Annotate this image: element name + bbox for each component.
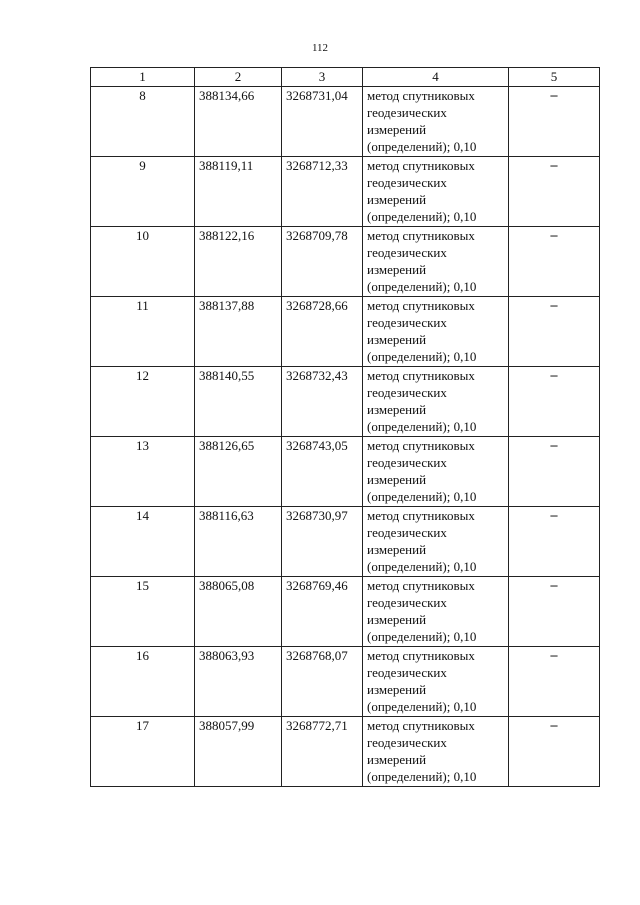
y-coordinate-cell: 3268772,71: [282, 717, 363, 787]
point-number-cell: 9: [91, 157, 195, 227]
table-row: [91, 437, 600, 507]
x-coordinate-cell: 388126,65: [195, 437, 282, 507]
table-row: [91, 227, 600, 297]
x-coordinate-cell: 388063,93: [195, 647, 282, 717]
note-cell: –: [509, 297, 600, 367]
y-coordinate-cell: 3268709,78: [282, 227, 363, 297]
note-cell: –: [509, 577, 600, 647]
table-row: [91, 507, 600, 577]
note-cell: –: [509, 87, 600, 157]
method-cell: метод спутниковых геодезических измерений (определений); 0,10: [363, 87, 509, 157]
x-coordinate-cell: 388137,88: [195, 297, 282, 367]
table-row: [91, 157, 600, 227]
x-coordinate-cell: 388122,16: [195, 227, 282, 297]
method-cell: метод спутниковых геодезических измерений (определений); 0,10: [363, 227, 509, 297]
x-coordinate-cell: 388134,66: [195, 87, 282, 157]
x-coordinate-cell: 388116,63: [195, 507, 282, 577]
point-number-cell: 12: [91, 367, 195, 437]
note-cell: –: [509, 507, 600, 577]
y-coordinate-cell: 3268768,07: [282, 647, 363, 717]
column-header: 5: [509, 68, 600, 87]
note-cell: –: [509, 227, 600, 297]
method-cell: метод спутниковых геодезических измерений (определений); 0,10: [363, 437, 509, 507]
note-cell: –: [509, 647, 600, 717]
table-row: [91, 717, 600, 787]
note-cell: –: [509, 367, 600, 437]
point-number-cell: 15: [91, 577, 195, 647]
method-cell: метод спутниковых геодезических измерений (определений); 0,10: [363, 507, 509, 577]
point-number-cell: 14: [91, 507, 195, 577]
y-coordinate-cell: 3268731,04: [282, 87, 363, 157]
column-header: 2: [195, 68, 282, 87]
method-cell: метод спутниковых геодезических измерений (определений); 0,10: [363, 577, 509, 647]
point-number-cell: 8: [91, 87, 195, 157]
note-cell: –: [509, 437, 600, 507]
point-number-cell: 16: [91, 647, 195, 717]
x-coordinate-cell: 388119,11: [195, 157, 282, 227]
method-cell: метод спутниковых геодезических измерений (определений); 0,10: [363, 717, 509, 787]
point-number-cell: 11: [91, 297, 195, 367]
point-number-cell: 17: [91, 717, 195, 787]
x-coordinate-cell: 388057,99: [195, 717, 282, 787]
table-row: [91, 367, 600, 437]
y-coordinate-cell: 3268728,66: [282, 297, 363, 367]
table-row: [91, 87, 600, 157]
note-cell: –: [509, 157, 600, 227]
y-coordinate-cell: 3268769,46: [282, 577, 363, 647]
column-header: 1: [91, 68, 195, 87]
y-coordinate-cell: 3268712,33: [282, 157, 363, 227]
table-row: [91, 297, 600, 367]
y-coordinate-cell: 3268732,43: [282, 367, 363, 437]
coordinates-table: [90, 67, 600, 787]
x-coordinate-cell: 388140,55: [195, 367, 282, 437]
y-coordinate-cell: 3268730,97: [282, 507, 363, 577]
method-cell: метод спутниковых геодезических измерений (определений); 0,10: [363, 157, 509, 227]
note-cell: –: [509, 717, 600, 787]
method-cell: метод спутниковых геодезических измерений (определений); 0,10: [363, 297, 509, 367]
x-coordinate-cell: 388065,08: [195, 577, 282, 647]
header-row: [91, 68, 600, 87]
y-coordinate-cell: 3268743,05: [282, 437, 363, 507]
table-row: [91, 647, 600, 717]
column-header: 3: [282, 68, 363, 87]
point-number-cell: 10: [91, 227, 195, 297]
table-row: [91, 577, 600, 647]
column-header: 4: [363, 68, 509, 87]
method-cell: метод спутниковых геодезических измерений (определений); 0,10: [363, 647, 509, 717]
point-number-cell: 13: [91, 437, 195, 507]
page-number: 112: [311, 42, 329, 54]
method-cell: метод спутниковых геодезических измерений (определений); 0,10: [363, 367, 509, 437]
